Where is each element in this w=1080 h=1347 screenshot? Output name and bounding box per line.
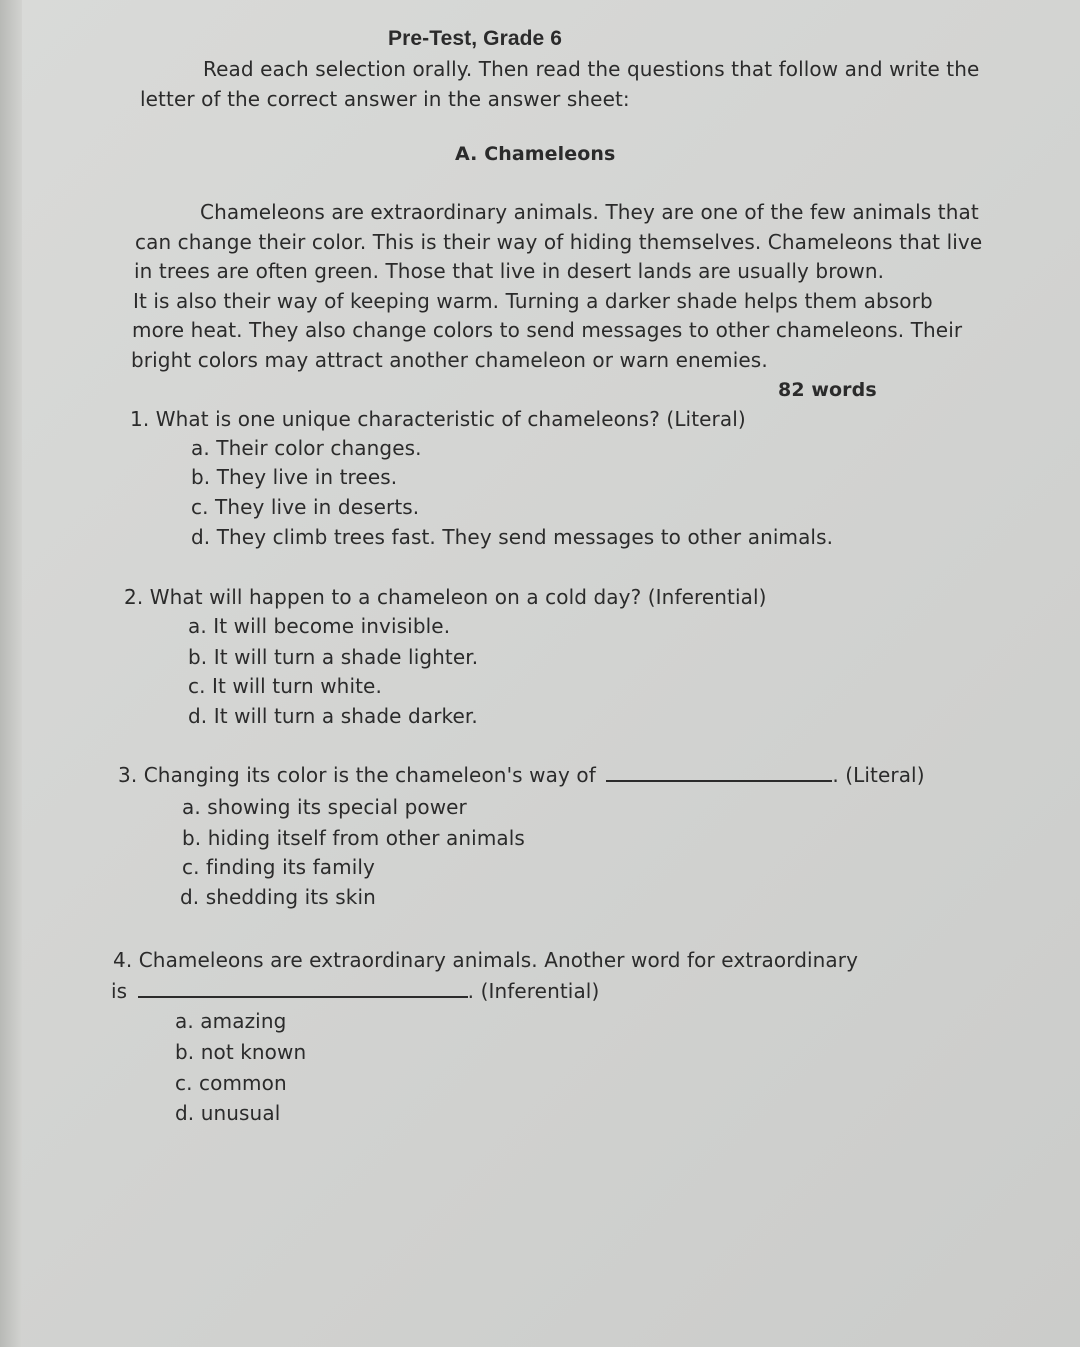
passage-line-3: in trees are often green. Those that live in desert lands are usually brown.	[134, 259, 885, 283]
question-4-option-d: d. unusual	[175, 1101, 281, 1125]
question-1-option-a: a. Their color changes.	[191, 436, 422, 460]
question-4-option-c: c. common	[175, 1071, 287, 1095]
instructions-line-2: letter of the correct answer in the answer sheet:	[140, 87, 630, 111]
page-title: Pre-Test, Grade 6	[388, 27, 563, 50]
section-heading: A. Chameleons	[455, 143, 616, 165]
passage-line-2: can change their color. This is their way of hiding themselves. Chameleons that live	[135, 230, 983, 254]
question-2-option-a: a. It will become invisible.	[188, 614, 451, 638]
question-3-option-a: a. showing its special power	[182, 795, 467, 819]
question-1-option-d: d. They climb trees fast. They send messages to other animals.	[191, 525, 834, 549]
passage-line-1: Chameleons are extraordinary animals. They are one of the few animals that	[200, 200, 979, 224]
question-3-option-b: b. hiding itself from other animals	[182, 826, 525, 850]
question-3-answer-blank	[606, 764, 832, 782]
instructions-line-1: Read each selection orally. Then read the questions that follow and write the	[203, 57, 980, 81]
question-4-stem-suffix: . (Inferential)	[467, 979, 600, 1003]
passage-line-6: bright colors may attract another chameleon or warn enemies.	[131, 348, 768, 372]
question-4-option-a: a. amazing	[175, 1009, 287, 1033]
question-4-stem-line-1: 4. Chameleons are extraordinary animals. Another word for extraordinary	[113, 948, 859, 972]
question-3-option-c: c. finding its family	[182, 855, 375, 879]
question-1-option-c: c. They live in deserts.	[191, 495, 420, 519]
question-3-stem-suffix: . (Literal)	[832, 763, 925, 787]
question-4-answer-blank	[138, 980, 468, 998]
question-1-option-b: b. They live in trees.	[191, 465, 398, 489]
question-1-stem: 1. What is one unique characteristic of chameleons? (Literal)	[130, 407, 746, 431]
passage-line-4: It is also their way of keeping warm. Turning a darker shade helps them absorb	[133, 289, 933, 313]
passage-line-5: more heat. They also change colors to send messages to other chameleons. Their	[132, 318, 963, 342]
question-3-option-d: d. shedding its skin	[180, 885, 376, 909]
word-count: 82 words	[778, 379, 877, 401]
question-4-stem-line-2	[111, 979, 599, 1003]
question-4-option-b: b. not known	[175, 1040, 307, 1064]
question-2-stem: 2. What will happen to a chameleon on a cold day? (Inferential)	[124, 585, 767, 609]
question-2-option-d: d. It will turn a shade darker.	[188, 704, 478, 728]
question-4-stem-text: is	[111, 979, 128, 1003]
question-3-stem	[118, 763, 925, 787]
question-3-stem-text: 3. Changing its color is the chameleon's way of	[118, 763, 596, 787]
paper-edge-shadow	[0, 0, 22, 1347]
question-2-option-b: b. It will turn a shade lighter.	[188, 645, 479, 669]
question-2-option-c: c. It will turn white.	[188, 674, 382, 698]
